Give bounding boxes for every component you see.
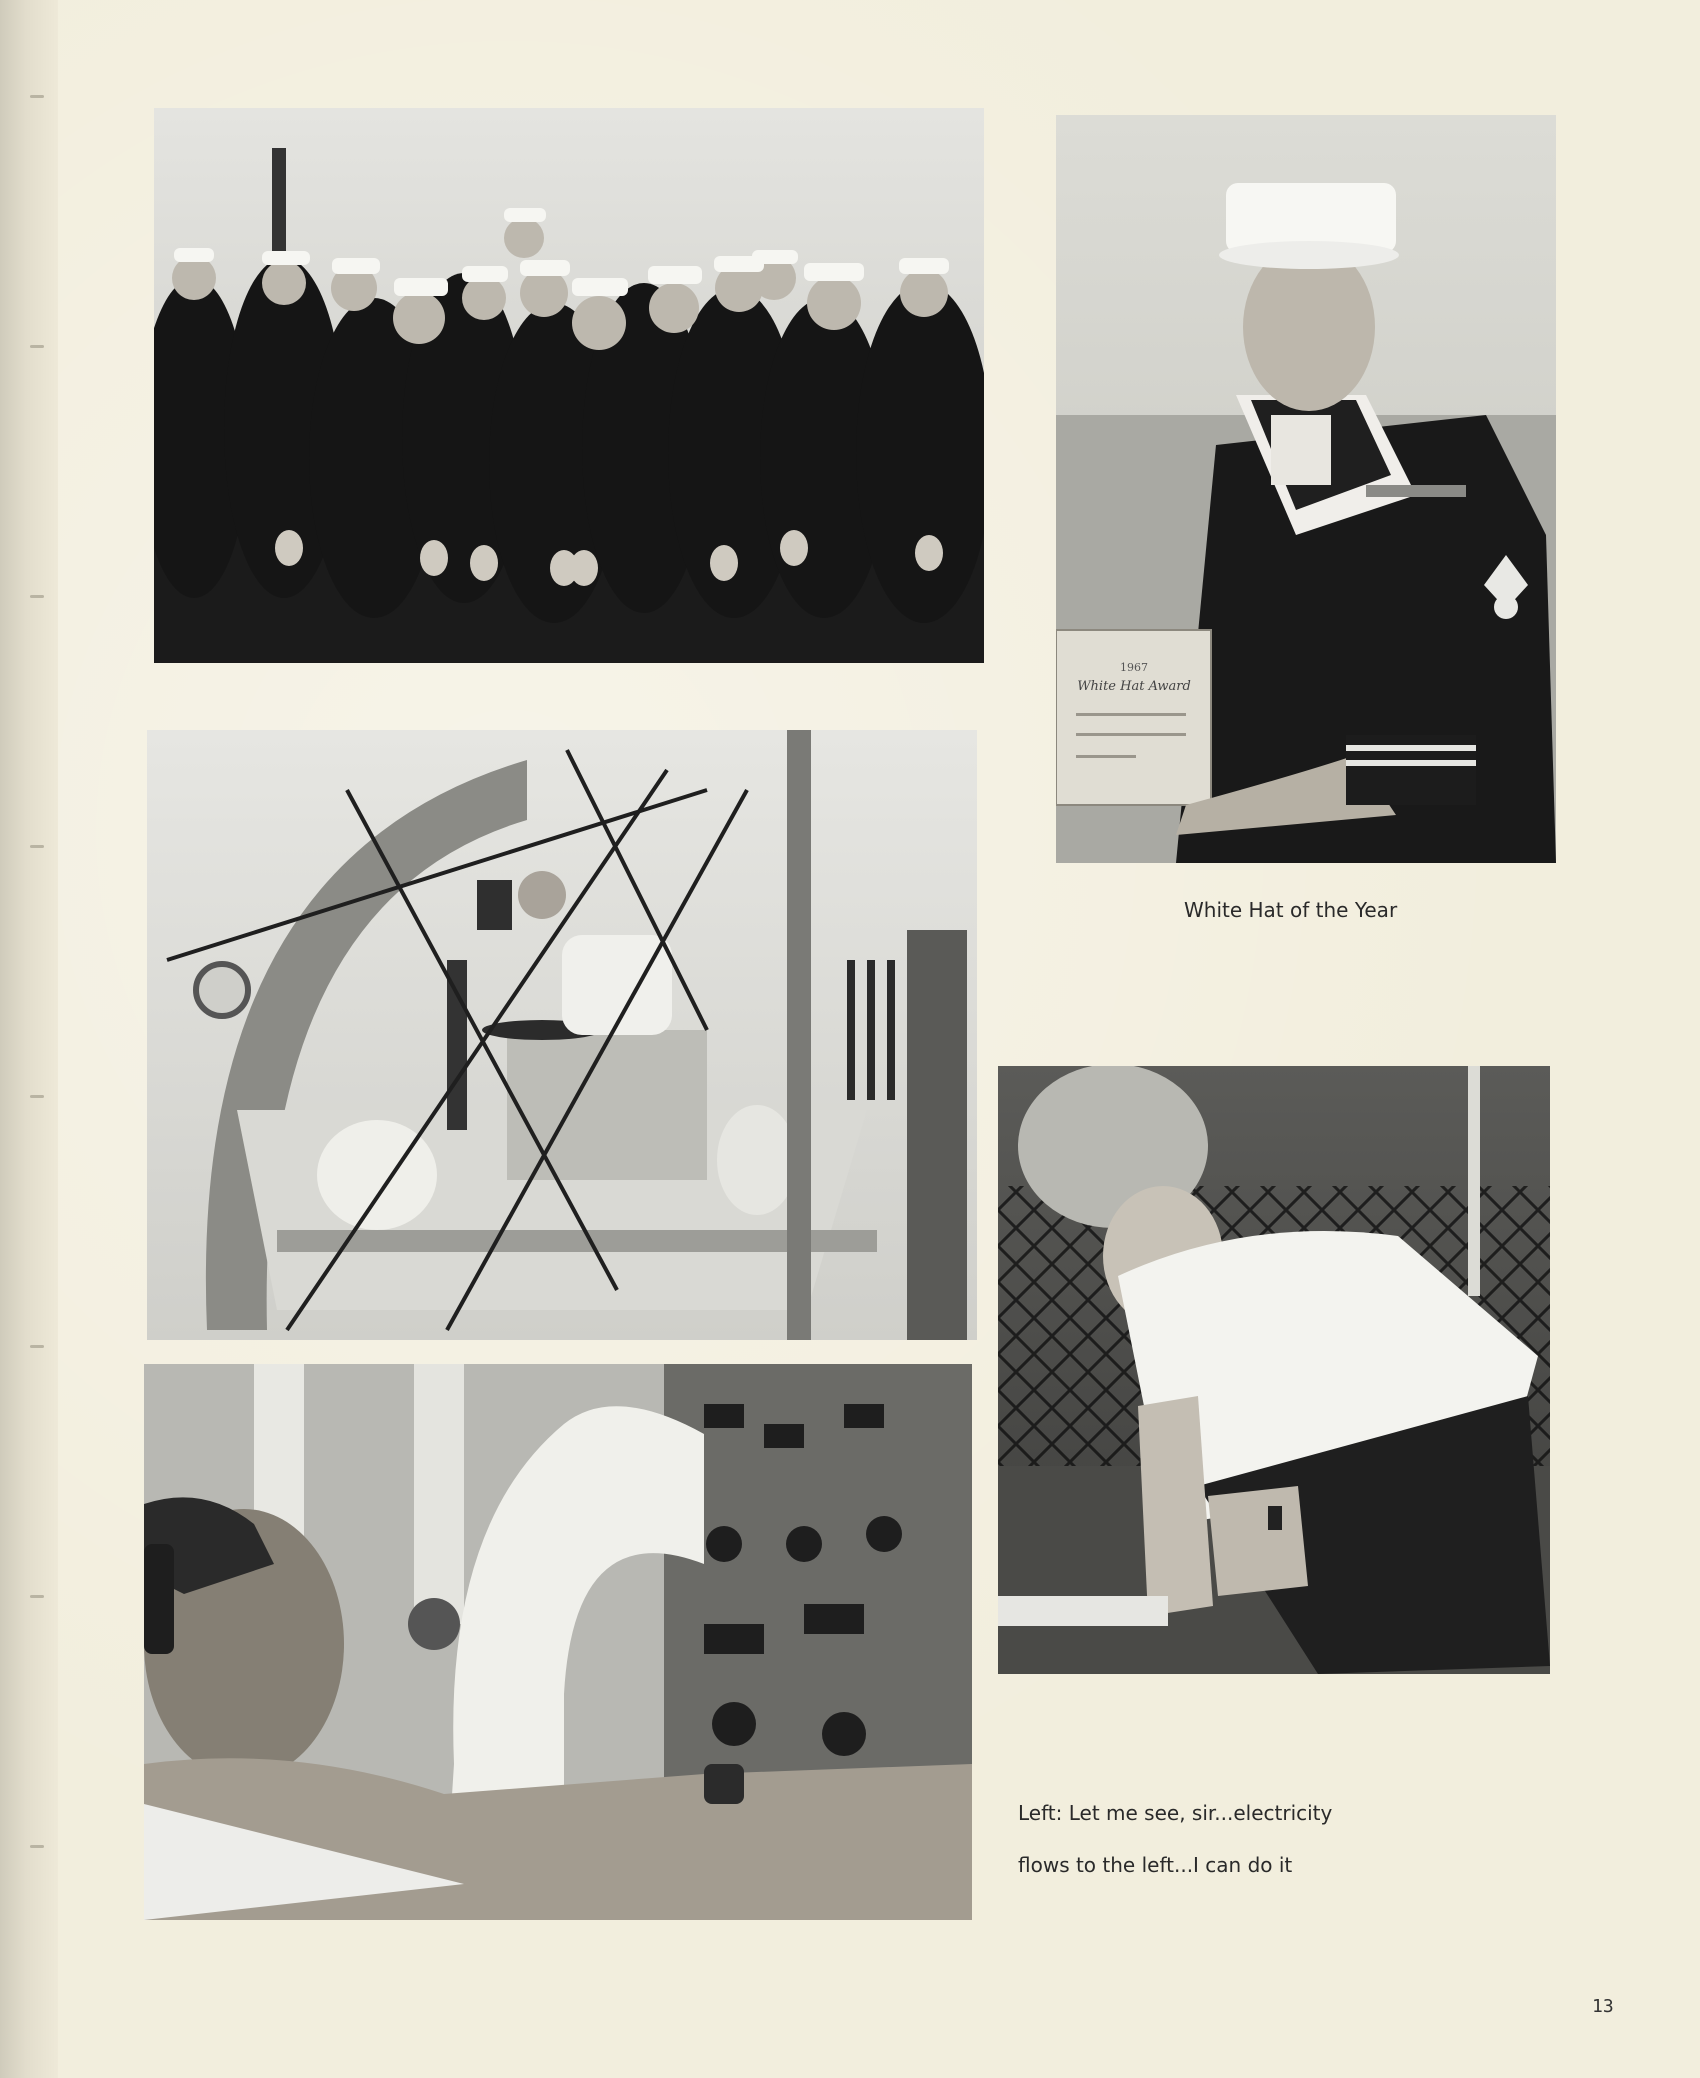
binding-stitch	[30, 1595, 44, 1598]
certificate	[1056, 630, 1211, 805]
binding-stitch	[30, 95, 44, 98]
page-number: 13	[1592, 1996, 1614, 2017]
binding-stitch	[30, 1095, 44, 1098]
photo-white-hat-portrait	[1056, 115, 1556, 863]
binding-stitch	[30, 1345, 44, 1348]
caption-electricity-line-2: flows to the left...I can do it	[1018, 1853, 1293, 1877]
binding-stitch	[30, 595, 44, 598]
photo-engine-room	[144, 1364, 972, 1920]
photo-helmet-sailor	[998, 1066, 1550, 1674]
caption-electricity	[1018, 1774, 1332, 1904]
binding-stitch	[30, 345, 44, 348]
photo-sailors-group	[154, 108, 984, 663]
certificate-year: 1967	[1120, 661, 1148, 674]
caption-white-hat: White Hat of the Year	[1184, 898, 1398, 922]
caption-electricity-line-1: Left: Let me see, sir...electricity	[1018, 1801, 1333, 1825]
photo-lifeboat-deck	[147, 730, 977, 1340]
binding-stitch	[30, 845, 44, 848]
binding-stitch	[30, 1845, 44, 1848]
certificate-title: White Hat Award	[1077, 679, 1191, 694]
page-binding	[0, 0, 58, 2078]
